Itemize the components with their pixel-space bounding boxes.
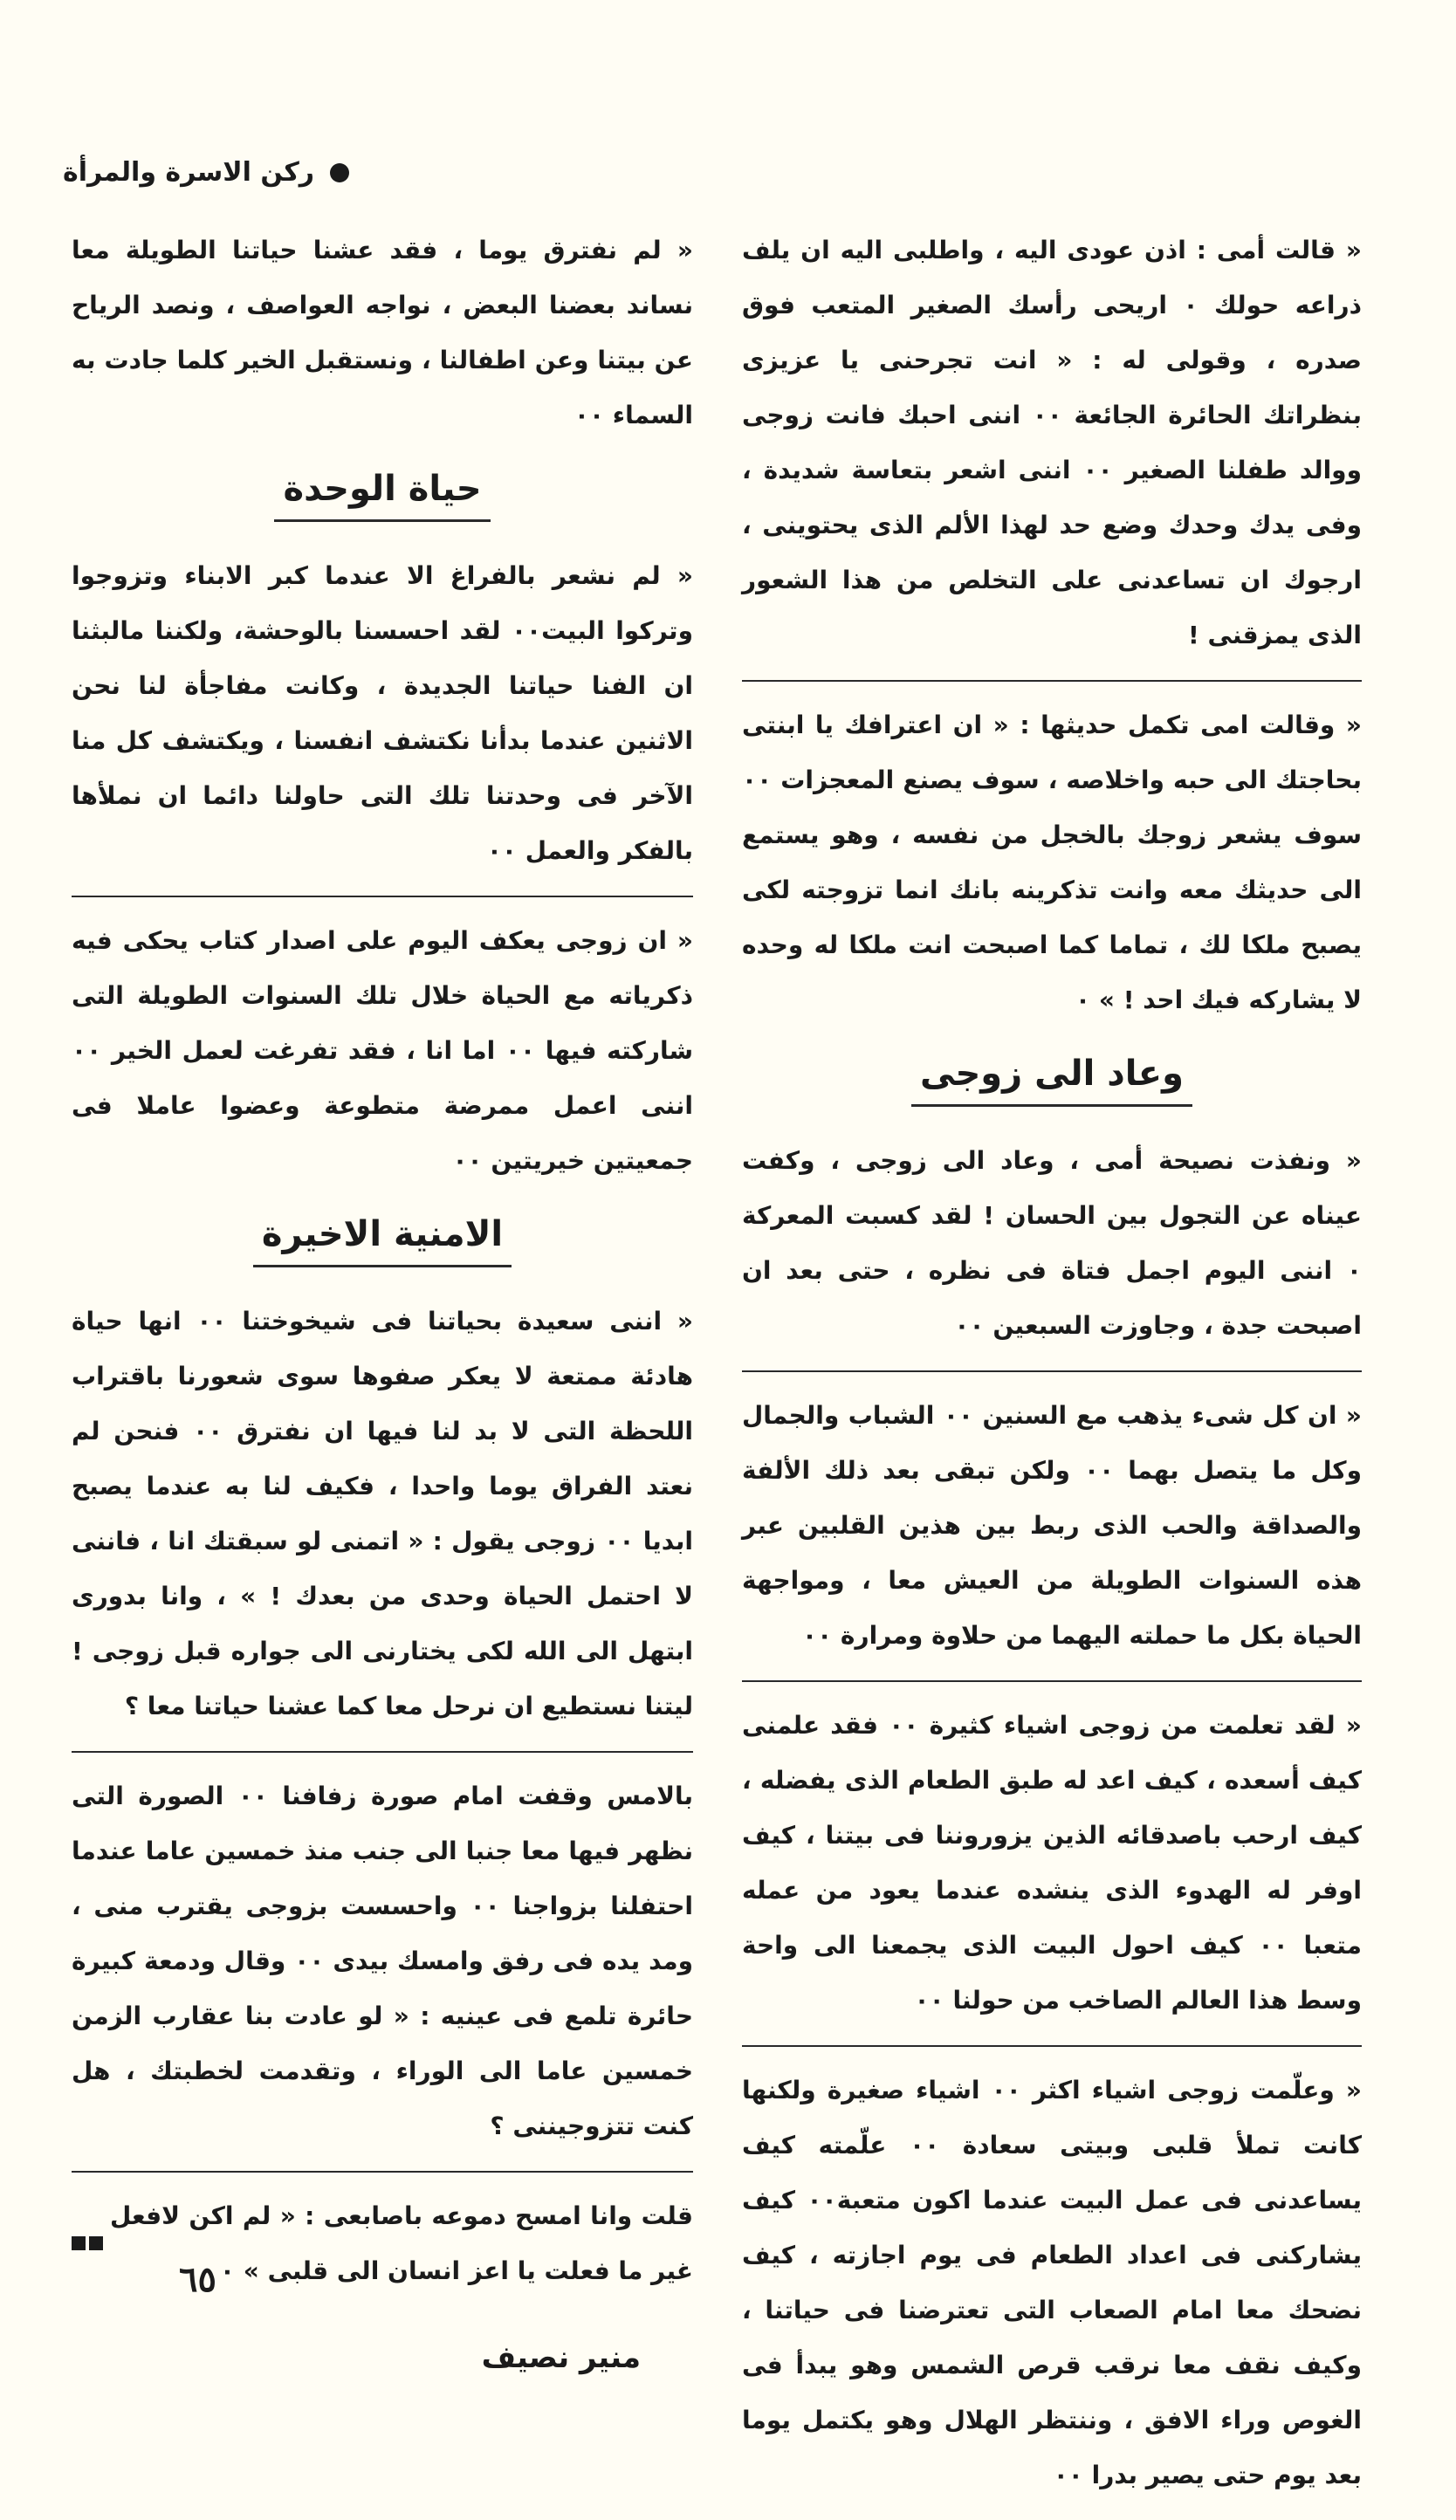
divider (72, 1751, 693, 1753)
paragraph: « لقد تعلمت من زوجى اشياء كثيرة ٠٠ فقد علمنى كيف أسعده ، كيف اعد له طبق الطعام الذى يفضله ، كيف ارحب باصدقائه الذين يزوروننا فى بيتنا ، كيف اوفر له الهدوء الذى ينشده عندما يعود من عمله متعبا ٠٠ كيف احول البيت الذى يجمعنا الى واحة وسط هذا العالم الصاخب من حولنا ٠٠ (742, 1711, 1363, 2015)
author-name: منير نصيف (481, 2340, 641, 2375)
paragraph: « ان زوجى يعكف اليوم على اصدار كتاب يحكى فيه ذكرياته مع الحياة خلال تلك السنوات الطويلة التى شاركته فيها ٠٠ اما انا ، فقد تفرغت لعمل الخير ٠٠ اننى اعمل ممرضة متطوعة وعضوا عاملا فى جمعيتين خيريتين ٠٠ (72, 926, 693, 1175)
bullet-icon (330, 163, 349, 182)
heading-text: وعاد الى زوجى (911, 1047, 1192, 1107)
page-number: ٦٥ (179, 2259, 216, 2300)
running-header (63, 157, 349, 188)
paragraph: بالامس وقفت امام صورة زفافنا ٠٠ الصورة التى نظهر فيها معا جنبا الى جنب منذ خمسين عاما عندما احتفلنا بزواجنا ٠٠ واحسست بزوجى يقترب منى ، ومد يده فى رفق وامسك بيدى ٠٠ وقال ودمعة كبيرة حائرة تلمع فى عينيه : « لو عادت بنا عقارب الزمن خمسين عاما الى الوراء ، وتقدمت لخطبتك ، هل كنت تتزوجيننى ؟ (72, 1782, 693, 2140)
section-heading (742, 1047, 1362, 1107)
paragraph: « اننى سعيدة بحياتنا فى شيخوختنا ٠٠ انها حياة هادئة ممتعة لا يعكر صفوها سوى شعورنا باقتراب اللحظة التى لا بد لنا فيها ان نفترق ٠٠ فنحن لم نعتد الفراق يوما واحدا ، فكيف لنا به عندما يصبح ابديا ٠٠ زوجى يقول : « اتمنى لو سبقتك انا ، فاننى لا احتمل الحياة وحدى من بعدك ! » ، وانا بدورى ابتهل الى الله لكى يختارنى الى جواره قبل زوجى ! ليتنا نستطيع ان نرحل معا كما عشنا حياتنا معا ؟ (72, 1307, 694, 1720)
divider (72, 896, 693, 897)
section-heading (72, 1207, 693, 1267)
paragraph: « لم نفترق يوما ، فقد عشنا حياتنا الطويلة معا نساند بعضنا البعض ، نواجه العواصف ، ونصد الرياح عن بيتنا وعن اطفالنا ، ونستقبل الخير كلما جادت به السماء ٠٠ (72, 236, 693, 429)
paragraph: « قالت أمى : اذن عودى اليه ، واطلبى اليه ان يلف ذراعه حولك ٠ اريحى رأسك الصغير المتعب فوق صدره ، وقولى له : « انت تجرحنى يا عزيزى بنظراتك الحائرة الجائعة ٠٠ اننى احبك فانت زوجى ووالد طفلنا الصغير ٠٠ اننى اشعر بتعاسة شديدة ، وفى يدك وحدك وضع حد لهذا الألم الذى يحتوينى ، ارجوك ان تساعدنى على التخلص من هذا الشعور الذى يمزقنى ! (742, 236, 1362, 649)
section-title: ركن الاسرة والمرأة (63, 157, 315, 188)
divider (742, 1370, 1362, 1372)
paragraph: « وعلّمت زوجى اشياء اكثر ٠٠ اشياء صغيرة ولكنها كانت تملأ قلبى وبيتى سعادة ٠٠ علّمته كيف يساعدنى فى عمل البيت عندما اكون متعبة٠٠ كيف يشاركنى فى اعداد الطعام فى يوم اجازته ، كيف نضحك معا امام الصعاب التى تعترضنا فى حياتنا ، وكيف نقف معا نرقب قرص الشمس وهو يبدأ فى الغوص وراء الافق ، وننتظر الهلال وهو يكتمل يوما بعد يوم حتى يصير بدرا ٠٠ (742, 2076, 1362, 2489)
paragraph: « لم نشعر بالفراغ الا عندما كبر الابناء وتزوجوا وتركوا البيت٠٠ لقد احسسنا بالوحشة، ولكننا مالبثنا ان الفنا حياتنا الجديدة ، وكانت مفاجأة لنا نحن الاثنين عندما بدأنا نكتشف انفسنا ، ويكتشف كل منا الآخر فى وحدتنا تلك التى حاولنا دائما ان نملأها بالفكر والعمل ٠٠ (72, 561, 693, 865)
heading-text: الامنية الاخيرة (253, 1207, 512, 1267)
paragraph: « وقالت امى تكمل حديثها : « ان اعترافك يا ابنتى بحاجتك الى حبه واخلاصه ، سوف يصنع المعجزات ٠٠ سوف يشعر زوجك بالخجل من نفسه ، وهو يستمع الى حديثك معه وانت تذكرينه بانك انما تزوجته لكى يصبح ملكا لك ، تماما كما اصبحت انت ملكا له وحده لا يشاركه فيك احد ! » ٠ (742, 711, 1362, 1014)
right-column (742, 223, 1362, 2520)
left-column (72, 223, 693, 2375)
final-paragraph-row (72, 2188, 693, 2298)
paragraph: « ونفذت نصيحة أمى ، وعاد الى زوجى ، وكفت عيناه عن التجول بين الحسان ! لقد كسبت المعركة ٠ اننى اليوم اجمل فتاة فى نظره ، حتى بعد ان اصبحت جدة ، وجاوزت السبعين ٠٠ (742, 1146, 1362, 1340)
paragraph: « ان كل شىء يذهب مع السنين ٠٠ الشباب والجمال وكل ما يتصل بهما ٠٠ ولكن تبقى بعد ذلك الألفة والصداقة والحب الذى ربط بين هذين القلبين عبر هذه السنوات الطويلة من العيش معا ، ومواجهة الحياة بكل ما حملته اليهما من حلاوة ومرارة ٠٠ (742, 1401, 1362, 1650)
divider (742, 1680, 1362, 1682)
end-of-article-icon (72, 2236, 103, 2250)
divider (72, 2171, 693, 2173)
paragraph: قلت وانا امسح دموعه باصابعى : « لم اكن لافعل غير ما فعلت يا اعز انسان الى قلبى » ٠ (110, 2201, 693, 2285)
section-heading (72, 462, 693, 522)
divider (742, 2045, 1362, 2047)
heading-text: حياة الوحدة (274, 462, 490, 522)
divider (742, 680, 1362, 682)
